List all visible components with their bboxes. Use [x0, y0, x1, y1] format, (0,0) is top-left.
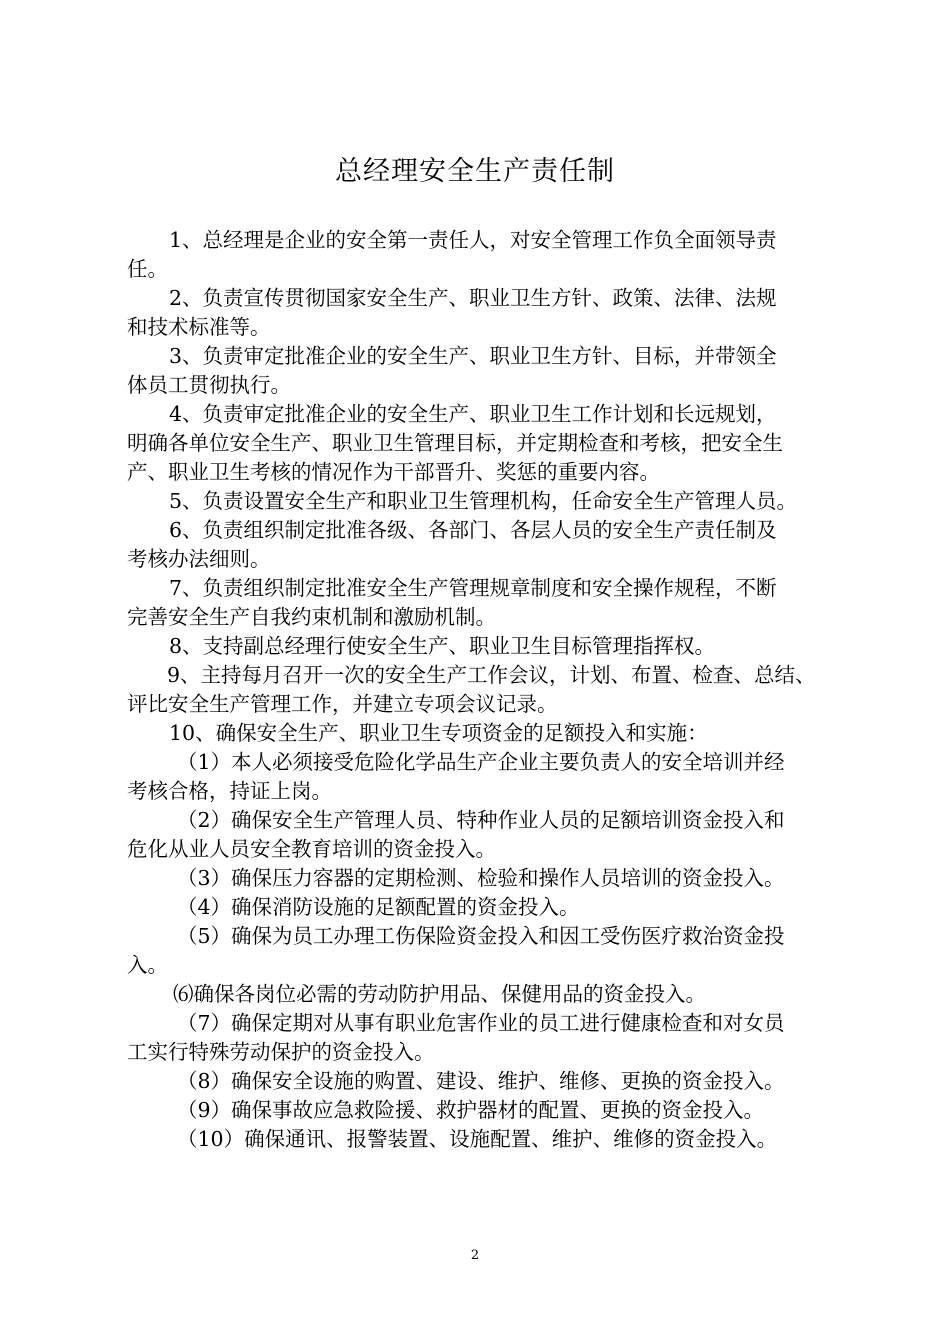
- paragraph-line: ⑹确保各岗位必需的劳动防护用品、保健用品的资金投入。: [173, 982, 706, 1006]
- paragraph: [127, 342, 847, 400]
- paragraph: [127, 487, 847, 516]
- paragraph-line: 6、负责组织制定批准各级、各部门、各层人员的安全生产责任制及: [169, 518, 777, 542]
- paragraph-line: 10、确保安全生产、职业卫生专项资金的足额投入和实施：: [169, 721, 708, 745]
- paragraph-line: 产、职业卫生考核的情况作为干部晋升、奖惩的重要内容。: [127, 460, 660, 484]
- paragraph-line: 体员工贯彻执行。: [127, 373, 291, 397]
- paragraph-line: 任。: [127, 257, 168, 281]
- paragraph: [127, 719, 847, 748]
- paragraph-line: （4）确保消防设施的足额配置的资金投入。: [177, 895, 580, 919]
- paragraph-line: （3）确保压力容器的定期检测、检验和操作人员培训的资金投入。: [177, 866, 785, 890]
- paragraph: [127, 400, 847, 487]
- paragraph: [127, 632, 847, 661]
- paragraph-line: 5、负责设置安全生产和职业卫生管理机构，任命安全生产管理人员。: [169, 489, 798, 513]
- paragraph-line: 危化从业人员安全教育培训的资金投入。: [127, 837, 496, 861]
- paragraph: [127, 1067, 847, 1096]
- paragraph-line: 4、负责审定批准企业的安全生产、职业卫生工作计划和长远规划，: [169, 402, 777, 426]
- paragraph-line: 9、主持每月召开一次的安全生产工作会议，计划、布置、检查、总结、: [167, 663, 816, 687]
- paragraph: [127, 1125, 847, 1154]
- paragraph: [127, 1009, 847, 1067]
- paragraph-line: 7、负责组织制定批准安全生产管理规章制度和安全操作规程，不断: [169, 576, 777, 600]
- paragraph-line: 入。: [127, 953, 168, 977]
- paragraph: [127, 1096, 847, 1125]
- paragraph-line: 考核合格，持证上岗。: [127, 779, 332, 803]
- paragraph: [127, 284, 847, 342]
- paragraph-line: （10）确保通讯、报警装置、设施配置、维护、维修的资金投入。: [177, 1127, 778, 1151]
- paragraph-line: 1、总经理是企业的安全第一责任人，对安全管理工作负全面领导责: [169, 228, 777, 252]
- document-title: 总经理安全生产责任制: [335, 156, 615, 187]
- paragraph-line: 2、负责宣传贯彻国家安全生产、职业卫生方针、政策、法律、法规: [169, 286, 777, 310]
- paragraph-line: 工实行特殊劳动保护的资金投入。: [127, 1040, 435, 1064]
- paragraph-line: （5）确保为员工办理工伤保险资金投入和因工受伤医疗救治资金投: [177, 924, 785, 948]
- paragraph-line: 明确各单位安全生产、职业卫生管理目标，并定期检查和考核，把安全生: [127, 431, 783, 455]
- paragraph-line: （1）本人必须接受危险化学品生产企业主要负责人的安全培训并经: [177, 750, 785, 774]
- document-body: [127, 226, 847, 1154]
- paragraph: [127, 806, 847, 864]
- paragraph: [127, 574, 847, 632]
- page-number: 2: [470, 1248, 480, 1263]
- paragraph: [127, 980, 847, 1009]
- paragraph: [127, 226, 847, 284]
- paragraph-line: 考核办法细则。: [127, 547, 271, 571]
- paragraph: [127, 748, 847, 806]
- paragraph-line: 8、支持副总经理行使安全生产、职业卫生目标管理指挥权。: [169, 634, 716, 658]
- paragraph: [127, 516, 847, 574]
- paragraph-line: （8）确保安全设施的购置、建设、维护、维修、更换的资金投入。: [177, 1069, 785, 1093]
- paragraph: [127, 864, 847, 893]
- paragraph-line: 评比安全生产管理工作，并建立专项会议记录。: [127, 692, 558, 716]
- paragraph: [127, 922, 847, 980]
- paragraph-line: 完善安全生产自我约束机制和激励机制。: [127, 605, 496, 629]
- paragraph: [127, 661, 847, 719]
- paragraph-line: （9）确保事故应急救险援、救护器材的配置、更换的资金投入。: [177, 1098, 765, 1122]
- paragraph-line: 3、负责审定批准企业的安全生产、职业卫生方针、目标，并带领全: [169, 344, 777, 368]
- paragraph-line: 和技术标准等。: [127, 315, 271, 339]
- paragraph: [127, 893, 847, 922]
- paragraph-line: （2）确保安全生产管理人员、特种作业人员的足额培训资金投入和: [177, 808, 785, 832]
- paragraph-line: （7）确保定期对从事有职业危害作业的员工进行健康检查和对女员: [177, 1011, 785, 1035]
